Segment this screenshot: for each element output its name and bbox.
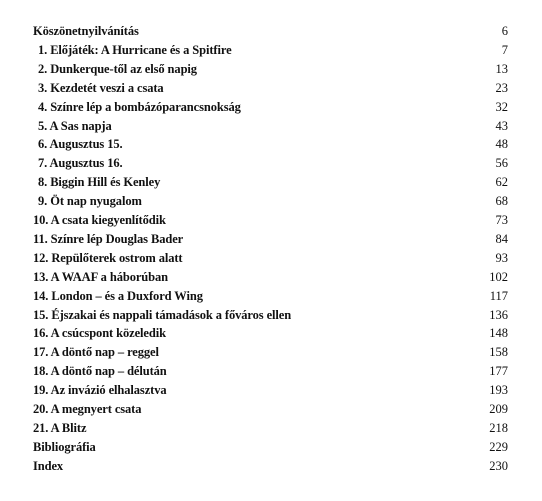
- toc-entry: [0, 117, 542, 135]
- toc-entry-title: 2. Dunkerque-től az első napig: [38, 61, 197, 76]
- toc-entry-page-number: 158: [489, 345, 508, 360]
- toc-entry: [0, 41, 542, 59]
- toc-entry: [0, 362, 542, 380]
- toc-entry-title: Index: [33, 458, 64, 473]
- toc-entry: [0, 438, 542, 456]
- toc-entry-title: 10. A csata kiegyenlítődik: [33, 213, 166, 227]
- toc-entry-page-number: 148: [489, 326, 508, 341]
- toc-entry-title: 12. Repülőterek ostrom alatt: [33, 250, 183, 265]
- toc-entry-page-number: 117: [489, 288, 508, 303]
- toc-entry-page-number: 6: [501, 24, 508, 38]
- toc-entry: [0, 306, 542, 324]
- toc-entry-page-number: 56: [495, 156, 508, 171]
- toc-entry-title: 13. A WAAF a háborúban: [33, 269, 168, 284]
- toc-entry-title: 6. Augusztus 15.: [38, 137, 123, 152]
- toc-entry-title: 5. A Sas napja: [38, 118, 112, 133]
- toc-entry-page-number: 193: [489, 383, 508, 398]
- toc-entry: [0, 230, 542, 248]
- toc-entry-page-number: 23: [495, 80, 508, 95]
- toc-entry: [0, 419, 542, 437]
- toc-entry: [0, 381, 542, 399]
- toc-entry: [0, 135, 542, 153]
- toc-entry-title: Köszönetnyilvánítás: [33, 24, 139, 38]
- toc-entry-page-number: 102: [489, 269, 508, 284]
- toc-entry: [0, 98, 542, 116]
- toc-entry-title: Bibliográfia: [33, 439, 96, 454]
- toc-entry: [0, 154, 542, 172]
- toc-entry-page-number: 93: [495, 250, 508, 265]
- toc-entry: [0, 173, 542, 191]
- toc-entry-page-number: 43: [495, 118, 508, 133]
- toc-entry-title: 17. A döntő nap – reggel: [33, 345, 159, 360]
- toc-entry-title: 21. A Blitz: [33, 420, 87, 435]
- toc-entry-page-number: 84: [495, 231, 508, 246]
- toc-entry: [0, 211, 542, 229]
- toc-entry: [0, 60, 542, 78]
- toc-entry: [0, 192, 542, 210]
- toc-entry: [0, 22, 542, 40]
- toc-entry-page-number: 68: [495, 194, 508, 209]
- toc-entry-title: 11. Színre lép Douglas Bader: [33, 231, 184, 246]
- toc-entry: [0, 79, 542, 97]
- toc-entry-page-number: 7: [501, 42, 508, 57]
- toc-entry: [0, 287, 542, 305]
- toc-entry-page-number: 73: [495, 213, 508, 227]
- toc-entry-page-number: 209: [489, 402, 508, 416]
- toc-entry-title: 16. A csúcspont közeledik: [33, 326, 166, 341]
- toc-entry-page-number: 62: [495, 175, 508, 190]
- toc-entry-title: 18. A döntő nap – délután: [33, 364, 167, 379]
- toc-entry-page-number: 218: [489, 420, 508, 435]
- toc-entry-title: 7. Augusztus 16.: [38, 156, 123, 171]
- toc-entry: [0, 324, 542, 342]
- toc-entry-title: 9. Öt nap nyugalom: [38, 194, 142, 209]
- toc-entry-title: 4. Színre lép a bombázóparancsnokság: [38, 99, 241, 114]
- toc-entry-page-number: 13: [495, 61, 508, 76]
- toc-entry-page-number: 229: [489, 439, 508, 454]
- toc-entry-title: 19. Az invázió elhalasztva: [33, 383, 167, 398]
- toc-entry-title: 3. Kezdetét veszi a csata: [38, 80, 164, 95]
- toc-entry: [0, 400, 542, 418]
- toc-entry-title: 8. Biggin Hill és Kenley: [38, 175, 161, 190]
- toc-entry-page-number: 32: [495, 99, 508, 114]
- toc-entry-page-number: 48: [495, 137, 508, 152]
- toc-entry-page-number: 136: [489, 307, 508, 322]
- toc-entry-title: 20. A megnyert csata: [33, 402, 142, 416]
- toc-entry-title: 14. London – és a Duxford Wing: [33, 288, 203, 303]
- toc-entry-title: 15. Éjszakai és nappali támadások a főváros ellen: [33, 307, 292, 322]
- toc-entry-page-number: 177: [489, 364, 508, 379]
- toc-entry-title: 1. Előjáték: A Hurricane és a Spitfire: [38, 42, 232, 57]
- toc-entry: [0, 343, 542, 361]
- toc-entry: [0, 457, 542, 475]
- toc-entry: [0, 249, 542, 267]
- toc-entry: [0, 268, 542, 286]
- toc-entry-page-number: 230: [489, 458, 508, 473]
